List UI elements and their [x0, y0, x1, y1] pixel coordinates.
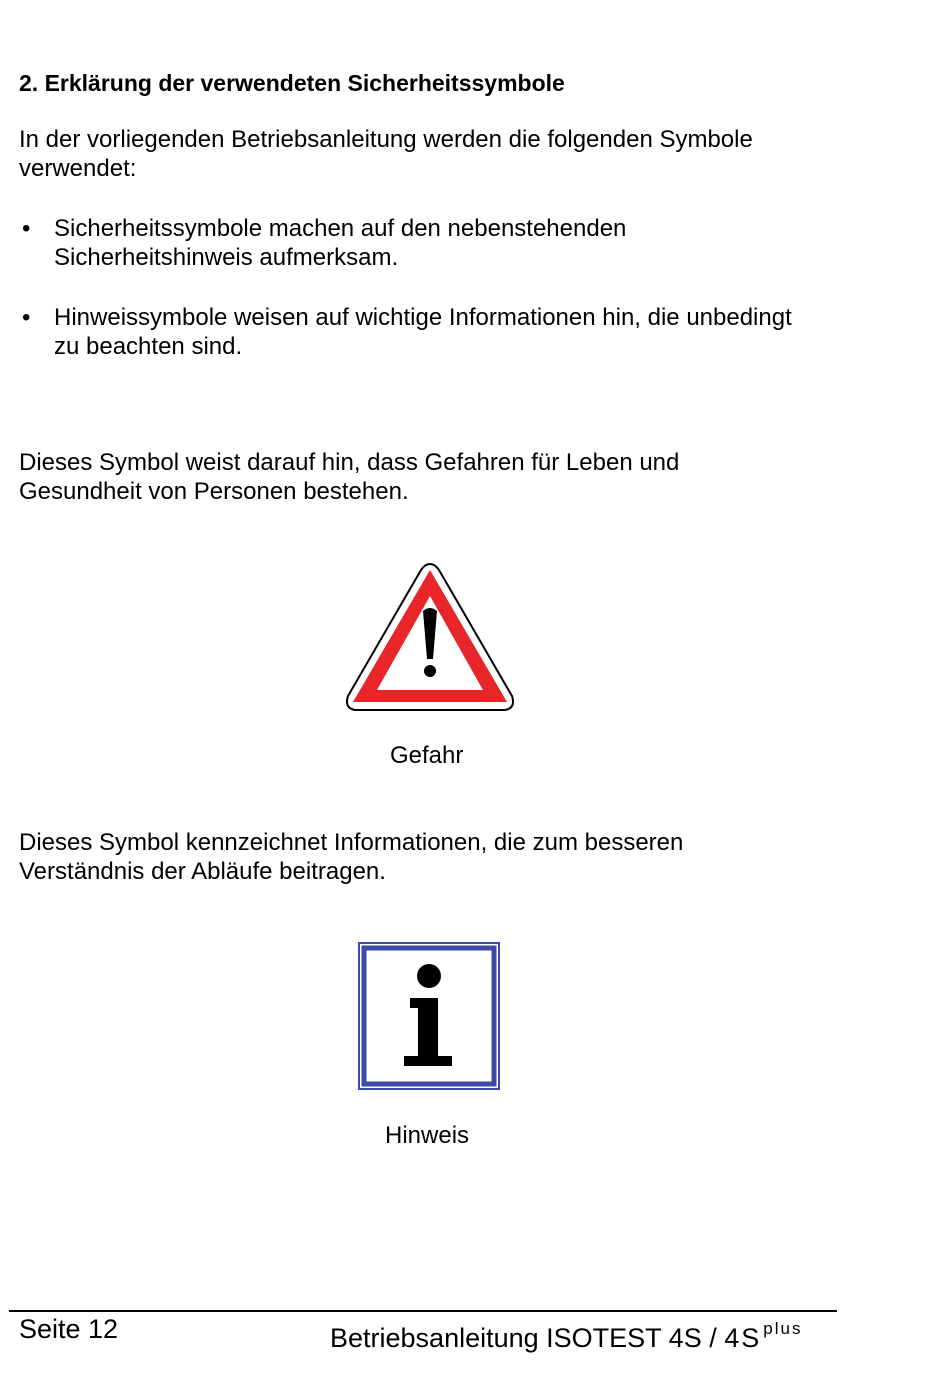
bullet-line-2: zu beachten sind. [54, 333, 243, 360]
danger-caption: Gefahr [390, 742, 464, 769]
bullet-line-2: Sicherheitshinweis aufmerksam. [54, 244, 399, 271]
footer-document-title [330, 1313, 802, 1354]
warning-triangle-icon [341, 560, 519, 715]
footer-superscript: plus [763, 1319, 803, 1338]
footer-separator: / [709, 1323, 717, 1353]
info-line-1: Dieses Symbol kennzeichnet Informationen, die zum besseren [19, 829, 684, 856]
information-icon [358, 942, 500, 1090]
intro-paragraph [19, 125, 839, 183]
danger-line-2: Gesundheit von Personen bestehen. [19, 478, 409, 505]
footer-page-number: Seite 12 [19, 1314, 119, 1344]
intro-line-1: In der vorliegenden Betriebsanleitung werden die folgenden Symbole [19, 126, 753, 153]
bullet-item-notice-symbols [54, 303, 844, 361]
bullet-item-safety-symbols [54, 214, 844, 272]
footer-rule [9, 1310, 837, 1312]
footer-title-prefix: Betriebsanleitung ISOTEST 4S [330, 1323, 702, 1353]
bullet-marker: • [22, 304, 31, 331]
danger-description [19, 448, 839, 506]
section-heading: 2. Erklärung der verwendeten Sicherheitssymbole [19, 70, 565, 96]
intro-line-2: verwendet: [19, 155, 137, 182]
bullet-line-1: Hinweissymbole weisen auf wichtige Informationen hin, die unbedingt [54, 304, 792, 331]
bullet-line-1: Sicherheitssymbole machen auf den nebenstehenden [54, 215, 627, 242]
info-caption: Hinweis [385, 1122, 470, 1149]
footer-model: 4S [724, 1323, 762, 1353]
info-description [19, 828, 839, 886]
danger-line-1: Dieses Symbol weist darauf hin, dass Gefahren für Leben und [19, 449, 680, 476]
bullet-marker: • [22, 215, 31, 242]
info-line-2: Verständnis der Abläufe beitragen. [19, 858, 386, 885]
